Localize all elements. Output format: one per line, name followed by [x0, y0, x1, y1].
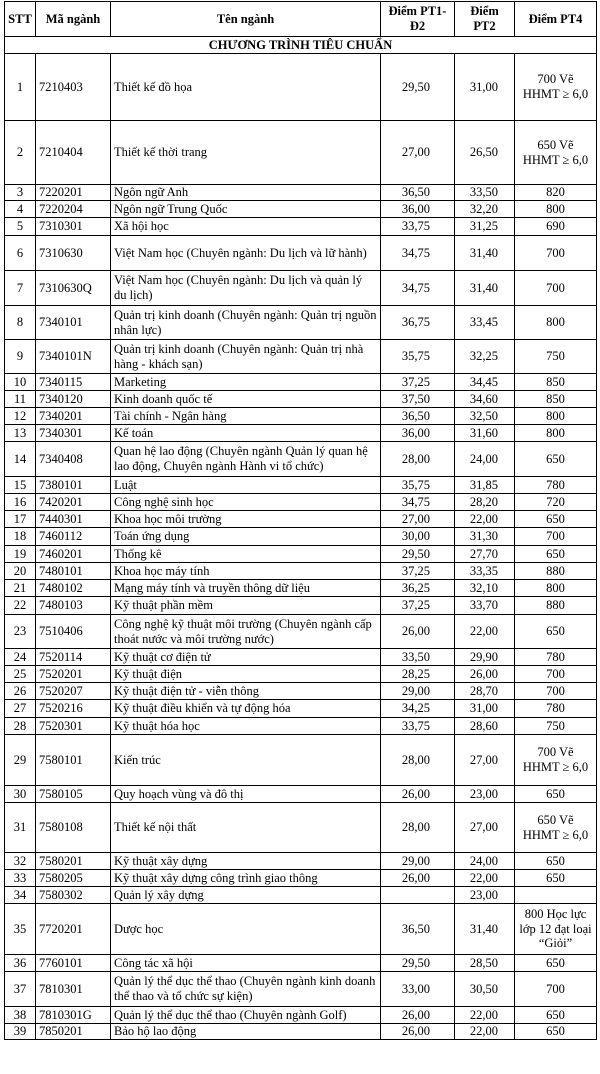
table-row — [5, 185, 597, 201]
cell-code: 7210403 — [36, 54, 111, 121]
cell-pt1: 33,75 — [381, 718, 455, 735]
cell-pt4: 700 — [515, 972, 597, 1007]
cell-name: Mạng máy tính và truyền thông dữ liệu — [111, 580, 381, 597]
cell-stt: 32 — [5, 853, 36, 870]
cell-pt4: 800 — [515, 306, 597, 340]
table-row — [5, 718, 597, 735]
cell-code: 7220201 — [36, 185, 111, 201]
table-row — [5, 442, 597, 477]
cell-stt: 6 — [5, 236, 36, 271]
table-row — [5, 615, 597, 649]
table-row — [5, 218, 597, 236]
cell-pt4: 650 — [515, 442, 597, 477]
cell-stt: 16 — [5, 494, 36, 511]
cell-pt2: 31,85 — [455, 477, 515, 494]
cell-stt: 25 — [5, 666, 36, 683]
cell-pt1: 36,50 — [381, 408, 455, 425]
cell-code: 7520207 — [36, 683, 111, 700]
cell-pt4: 780 — [515, 700, 597, 718]
table-row — [5, 374, 597, 391]
cell-name: Thống kê — [111, 546, 381, 563]
cell-pt1: 35,75 — [381, 477, 455, 494]
table-row — [5, 735, 597, 786]
cell-pt1: 28,00 — [381, 442, 455, 477]
cell-name: Thiết kế nội thất — [111, 803, 381, 853]
header-diem-pt2: Điểm PT2 — [455, 2, 515, 37]
cell-stt: 38 — [5, 1007, 36, 1024]
cell-pt1: 33,00 — [381, 972, 455, 1007]
cell-name: Kỹ thuật điện tử - viễn thông — [111, 683, 381, 700]
cell-pt2: 33,70 — [455, 597, 515, 615]
cell-pt4: 650 — [515, 853, 597, 870]
cell-pt2: 26,50 — [455, 121, 515, 185]
cell-pt2: 31,40 — [455, 271, 515, 306]
cell-pt2: 22,00 — [455, 870, 515, 887]
cell-stt: 26 — [5, 683, 36, 700]
cell-stt: 19 — [5, 546, 36, 563]
cell-pt2: 33,45 — [455, 306, 515, 340]
cell-name: Thiết kế đồ họa — [111, 54, 381, 121]
cell-pt1: 26,00 — [381, 1007, 455, 1024]
cell-pt2: 33,35 — [455, 563, 515, 580]
cell-pt2: 34,60 — [455, 391, 515, 408]
cell-pt2: 31,60 — [455, 425, 515, 442]
cell-stt: 29 — [5, 735, 36, 786]
cell-stt: 30 — [5, 786, 36, 803]
cell-pt1: 30,00 — [381, 528, 455, 546]
cell-pt2: 31,00 — [455, 54, 515, 121]
cell-stt: 17 — [5, 511, 36, 528]
cell-pt1: 37,25 — [381, 374, 455, 391]
cell-stt: 21 — [5, 580, 36, 597]
cell-pt4: 800 — [515, 408, 597, 425]
cell-stt: 4 — [5, 201, 36, 218]
cell-pt1: 26,00 — [381, 615, 455, 649]
cell-name: Marketing — [111, 374, 381, 391]
cell-stt: 12 — [5, 408, 36, 425]
cell-name: Toán ứng dụng — [111, 528, 381, 546]
cell-name: Luật — [111, 477, 381, 494]
cell-name: Công tác xã hội — [111, 955, 381, 972]
cell-name: Kỹ thuật điều khiển và tự động hóa — [111, 700, 381, 718]
cell-pt4: 800 — [515, 201, 597, 218]
cell-pt4: 780 — [515, 477, 597, 494]
cell-pt4: 650 — [515, 955, 597, 972]
cell-pt1: 34,75 — [381, 494, 455, 511]
admission-score-table — [4, 1, 597, 1040]
cell-pt1: 28,00 — [381, 735, 455, 786]
cell-pt1: 37,25 — [381, 563, 455, 580]
cell-pt4: 650 — [515, 786, 597, 803]
table-row — [5, 477, 597, 494]
cell-pt2: 28,20 — [455, 494, 515, 511]
cell-code: 7480102 — [36, 580, 111, 597]
table-row — [5, 511, 597, 528]
cell-stt: 10 — [5, 374, 36, 391]
cell-pt2: 23,00 — [455, 786, 515, 803]
cell-name: Quản lý thể dục thể thao (Chuyên ngành kinh doanh thể thao và tổ chức sự kiện) — [111, 972, 381, 1007]
cell-pt2: 32,20 — [455, 201, 515, 218]
table-row — [5, 563, 597, 580]
cell-pt1: 29,50 — [381, 955, 455, 972]
table-row — [5, 306, 597, 340]
cell-pt2: 26,00 — [455, 666, 515, 683]
cell-pt1: 36,00 — [381, 201, 455, 218]
cell-code: 7480103 — [36, 597, 111, 615]
cell-pt4: 650 — [515, 615, 597, 649]
cell-stt: 1 — [5, 54, 36, 121]
cell-pt1: 26,00 — [381, 870, 455, 887]
cell-pt1: 36,50 — [381, 185, 455, 201]
cell-pt4: 820 — [515, 185, 597, 201]
cell-pt2: 22,00 — [455, 1024, 515, 1040]
table-row — [5, 340, 597, 374]
cell-pt1: 37,50 — [381, 391, 455, 408]
table-row — [5, 121, 597, 185]
cell-pt1: 36,25 — [381, 580, 455, 597]
cell-pt2: 28,50 — [455, 955, 515, 972]
cell-name: Kỹ thuật phần mềm — [111, 597, 381, 615]
cell-pt1: 33,75 — [381, 218, 455, 236]
cell-pt4: 700 — [515, 528, 597, 546]
cell-pt1: 34,75 — [381, 271, 455, 306]
cell-pt4: 650 — [515, 1007, 597, 1024]
table-row — [5, 201, 597, 218]
cell-code: 7520216 — [36, 700, 111, 718]
cell-code: 7380101 — [36, 477, 111, 494]
cell-pt4: 780 — [515, 649, 597, 666]
cell-pt4: 650 — [515, 511, 597, 528]
cell-pt4: 880 — [515, 597, 597, 615]
cell-name: Quản lý thể dục thể thao (Chuyên ngành Golf) — [111, 1007, 381, 1024]
table-row — [5, 494, 597, 511]
cell-code: 7340120 — [36, 391, 111, 408]
cell-pt2: 34,45 — [455, 374, 515, 391]
cell-stt: 35 — [5, 904, 36, 955]
section-row — [5, 37, 597, 54]
header-stt: STT — [5, 2, 36, 37]
table-row — [5, 408, 597, 425]
table-row — [5, 528, 597, 546]
table-row — [5, 649, 597, 666]
cell-pt4: 800 — [515, 425, 597, 442]
cell-pt2: 23,00 — [455, 887, 515, 904]
cell-code: 7580105 — [36, 786, 111, 803]
cell-code: 7340408 — [36, 442, 111, 477]
cell-stt: 28 — [5, 718, 36, 735]
cell-pt2: 24,00 — [455, 853, 515, 870]
cell-name: Công nghệ sinh học — [111, 494, 381, 511]
cell-stt: 5 — [5, 218, 36, 236]
table-row — [5, 972, 597, 1007]
cell-pt4: 720 — [515, 494, 597, 511]
table-row — [5, 666, 597, 683]
cell-code: 7460201 — [36, 546, 111, 563]
cell-pt4: 650 Vẽ HHMT ≥ 6,0 — [515, 121, 597, 185]
cell-name: Quản lý xây dựng — [111, 887, 381, 904]
cell-name: Quy hoạch vùng và đô thị — [111, 786, 381, 803]
table-row — [5, 391, 597, 408]
cell-pt1: 36,00 — [381, 425, 455, 442]
table-row — [5, 54, 597, 121]
cell-pt2: 28,70 — [455, 683, 515, 700]
cell-stt: 11 — [5, 391, 36, 408]
cell-pt4: 650 Vẽ HHMT ≥ 6,0 — [515, 803, 597, 853]
cell-pt4: 850 — [515, 374, 597, 391]
cell-name: Kinh doanh quốc tế — [111, 391, 381, 408]
cell-pt4: 650 — [515, 870, 597, 887]
cell-pt4: 750 — [515, 340, 597, 374]
cell-name: Công nghệ kỹ thuật môi trường (Chuyên ngành cấp thoát nước và môi trường nước) — [111, 615, 381, 649]
cell-pt1: 28,25 — [381, 666, 455, 683]
cell-pt4: 700 Vẽ HHMT ≥ 6,0 — [515, 735, 597, 786]
cell-stt: 23 — [5, 615, 36, 649]
cell-pt4: 650 — [515, 546, 597, 563]
table-row — [5, 955, 597, 972]
cell-stt: 33 — [5, 870, 36, 887]
cell-code: 7810301G — [36, 1007, 111, 1024]
cell-stt: 9 — [5, 340, 36, 374]
cell-code: 7760101 — [36, 955, 111, 972]
cell-pt1: 27,00 — [381, 121, 455, 185]
cell-stt: 39 — [5, 1024, 36, 1040]
cell-pt4: 880 — [515, 563, 597, 580]
cell-pt1: 36,50 — [381, 904, 455, 955]
cell-pt1: 29,00 — [381, 683, 455, 700]
cell-pt2: 32,25 — [455, 340, 515, 374]
table-row — [5, 597, 597, 615]
cell-code: 7220204 — [36, 201, 111, 218]
cell-pt4: 750 — [515, 718, 597, 735]
cell-code: 7340115 — [36, 374, 111, 391]
header-row — [5, 2, 597, 37]
cell-code: 7720201 — [36, 904, 111, 955]
cell-name: Ngôn ngữ Anh — [111, 185, 381, 201]
cell-pt1: 27,00 — [381, 511, 455, 528]
table-row — [5, 786, 597, 803]
cell-name: Dược học — [111, 904, 381, 955]
cell-pt2: 22,00 — [455, 511, 515, 528]
cell-pt1: 34,25 — [381, 700, 455, 718]
cell-stt: 2 — [5, 121, 36, 185]
table-row — [5, 904, 597, 955]
cell-code: 7310630Q — [36, 271, 111, 306]
cell-code: 7460112 — [36, 528, 111, 546]
cell-pt1: 26,00 — [381, 786, 455, 803]
header-diem-pt4: Điểm PT4 — [515, 2, 597, 37]
cell-code: 7420201 — [36, 494, 111, 511]
cell-code: 7580302 — [36, 887, 111, 904]
cell-pt1: 36,75 — [381, 306, 455, 340]
cell-pt4 — [515, 887, 597, 904]
cell-code: 7520201 — [36, 666, 111, 683]
table-row — [5, 853, 597, 870]
cell-code: 7310301 — [36, 218, 111, 236]
cell-pt2: 32,50 — [455, 408, 515, 425]
cell-name: Khoa học máy tính — [111, 563, 381, 580]
table-row — [5, 1024, 597, 1040]
cell-pt4: 690 — [515, 218, 597, 236]
cell-stt: 14 — [5, 442, 36, 477]
cell-stt: 13 — [5, 425, 36, 442]
cell-pt1: 35,75 — [381, 340, 455, 374]
cell-name: Thiết kế thời trang — [111, 121, 381, 185]
cell-pt1: 34,75 — [381, 236, 455, 271]
header-ma-nganh: Mã ngành — [36, 2, 111, 37]
cell-pt4: 700 — [515, 236, 597, 271]
table-row — [5, 271, 597, 306]
table-row — [5, 580, 597, 597]
cell-pt2: 24,00 — [455, 442, 515, 477]
table-row — [5, 870, 597, 887]
cell-pt4: 850 — [515, 391, 597, 408]
cell-name: Kỹ thuật điện — [111, 666, 381, 683]
table-row — [5, 683, 597, 700]
cell-pt2: 32,10 — [455, 580, 515, 597]
cell-code: 7340301 — [36, 425, 111, 442]
cell-name: Xã hội học — [111, 218, 381, 236]
cell-pt2: 27,00 — [455, 735, 515, 786]
cell-pt2: 22,00 — [455, 1007, 515, 1024]
cell-stt: 36 — [5, 955, 36, 972]
cell-code: 7520114 — [36, 649, 111, 666]
cell-name: Tài chính - Ngân hàng — [111, 408, 381, 425]
cell-stt: 24 — [5, 649, 36, 666]
cell-name: Việt Nam học (Chuyên ngành: Du lịch và lữ hành) — [111, 236, 381, 271]
cell-pt1: 28,00 — [381, 803, 455, 853]
table-row — [5, 236, 597, 271]
cell-stt: 27 — [5, 700, 36, 718]
cell-code: 7340101N — [36, 340, 111, 374]
cell-code: 7850201 — [36, 1024, 111, 1040]
cell-name: Ngôn ngữ Trung Quốc — [111, 201, 381, 218]
cell-pt2: 31,40 — [455, 236, 515, 271]
cell-code: 7810301 — [36, 972, 111, 1007]
cell-code: 7580108 — [36, 803, 111, 853]
table-row — [5, 803, 597, 853]
cell-code: 7340201 — [36, 408, 111, 425]
cell-pt4: 800 Học lực lớp 12 đạt loại “Giỏi” — [515, 904, 597, 955]
cell-pt4: 700 — [515, 271, 597, 306]
cell-name: Quản trị kinh doanh (Chuyên ngành: Quản trị nguồn nhân lực) — [111, 306, 381, 340]
cell-stt: 31 — [5, 803, 36, 853]
cell-stt: 7 — [5, 271, 36, 306]
cell-name: Việt Nam học (Chuyên ngành: Du lịch và quản lý du lịch) — [111, 271, 381, 306]
cell-code: 7580201 — [36, 853, 111, 870]
cell-pt1: 29,50 — [381, 54, 455, 121]
cell-code: 7210404 — [36, 121, 111, 185]
cell-pt1: 29,00 — [381, 853, 455, 870]
cell-pt2: 30,50 — [455, 972, 515, 1007]
cell-stt: 8 — [5, 306, 36, 340]
cell-pt2: 29,90 — [455, 649, 515, 666]
header-diem-pt1: Điểm PT1-Đ2 — [381, 2, 455, 37]
cell-name: Kỹ thuật hóa học — [111, 718, 381, 735]
cell-pt4: 800 — [515, 580, 597, 597]
cell-pt2: 33,50 — [455, 185, 515, 201]
cell-code: 7310630 — [36, 236, 111, 271]
cell-pt1 — [381, 887, 455, 904]
cell-pt2: 27,00 — [455, 803, 515, 853]
cell-name: Kế toán — [111, 425, 381, 442]
cell-name: Bảo hộ lao động — [111, 1024, 381, 1040]
cell-pt1: 37,25 — [381, 597, 455, 615]
cell-pt1: 33,50 — [381, 649, 455, 666]
cell-pt2: 31,00 — [455, 700, 515, 718]
cell-stt: 20 — [5, 563, 36, 580]
cell-name: Kỹ thuật xây dựng — [111, 853, 381, 870]
header-ten-nganh: Tên ngành — [111, 2, 381, 37]
table-row — [5, 425, 597, 442]
cell-code: 7440301 — [36, 511, 111, 528]
cell-name: Kiến trúc — [111, 735, 381, 786]
cell-code: 7340101 — [36, 306, 111, 340]
cell-stt: 3 — [5, 185, 36, 201]
cell-code: 7580205 — [36, 870, 111, 887]
cell-pt2: 22,00 — [455, 615, 515, 649]
cell-stt: 22 — [5, 597, 36, 615]
cell-pt2: 28,60 — [455, 718, 515, 735]
cell-stt: 34 — [5, 887, 36, 904]
cell-pt2: 31,25 — [455, 218, 515, 236]
cell-stt: 15 — [5, 477, 36, 494]
table-row — [5, 700, 597, 718]
cell-pt4: 650 — [515, 1024, 597, 1040]
table-row — [5, 887, 597, 904]
cell-code: 7580101 — [36, 735, 111, 786]
cell-pt1: 29,50 — [381, 546, 455, 563]
cell-code: 7520301 — [36, 718, 111, 735]
cell-stt: 37 — [5, 972, 36, 1007]
cell-pt4: 700 Vẽ HHMT ≥ 6,0 — [515, 54, 597, 121]
cell-pt4: 700 — [515, 683, 597, 700]
cell-pt4: 700 — [515, 666, 597, 683]
cell-code: 7480101 — [36, 563, 111, 580]
table-row — [5, 1007, 597, 1024]
cell-name: Khoa học môi trường — [111, 511, 381, 528]
cell-name: Quản trị kinh doanh (Chuyên ngành: Quản trị nhà hàng - khách sạn) — [111, 340, 381, 374]
section-title: CHƯƠNG TRÌNH TIÊU CHUẨN — [5, 37, 597, 54]
cell-pt2: 27,70 — [455, 546, 515, 563]
cell-pt2: 31,40 — [455, 904, 515, 955]
cell-code: 7510406 — [36, 615, 111, 649]
cell-name: Kỹ thuật cơ điện tử — [111, 649, 381, 666]
table-row — [5, 546, 597, 563]
cell-stt: 18 — [5, 528, 36, 546]
cell-name: Quan hệ lao động (Chuyên ngành Quản lý quan hệ lao động, Chuyên ngành Hành vi tổ chức) — [111, 442, 381, 477]
cell-pt1: 26,00 — [381, 1024, 455, 1040]
cell-pt2: 31,30 — [455, 528, 515, 546]
cell-name: Kỹ thuật xây dựng công trình giao thông — [111, 870, 381, 887]
